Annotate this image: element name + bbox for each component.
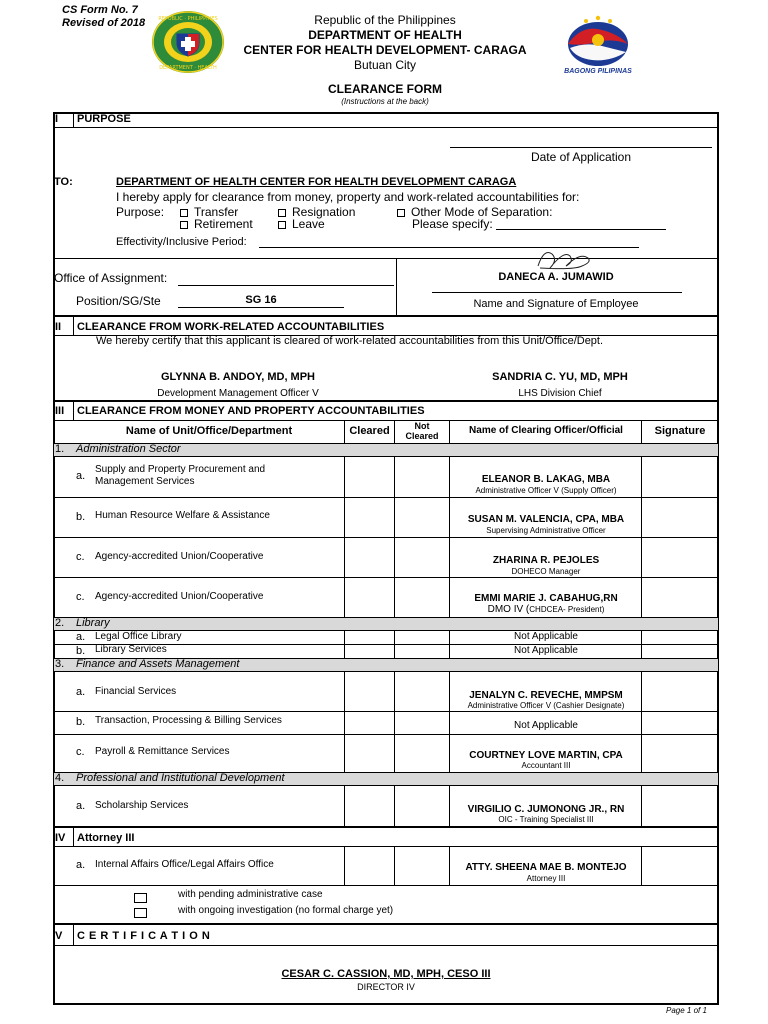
svg-text:DEPARTMENT · HEALTH: DEPARTMENT · HEALTH <box>159 65 217 71</box>
department-label: DEPARTMENT OF HEALTH <box>308 28 462 42</box>
office-line[interactable] <box>178 285 394 286</box>
resignation-checkbox[interactable] <box>278 209 286 217</box>
col-signature-header: Signature <box>654 425 706 437</box>
col-cleared-header: Cleared <box>349 425 390 437</box>
city-label: Butuan City <box>353 58 417 72</box>
section2-left-name: GLYNNA B. ANDOY, MD, MPH <box>160 371 315 383</box>
row-official-name: Not Applicable <box>514 720 578 731</box>
option-resignation[interactable]: Resignation <box>278 205 355 219</box>
sector-name: Administration Sector <box>76 443 181 455</box>
transfer-checkbox[interactable] <box>180 209 188 217</box>
specify-label: Please specify: <box>412 217 493 231</box>
section3-title: CLEARANCE FROM MONEY AND PROPERTY ACCOUNTABILITIES <box>77 405 425 417</box>
row-official-title: OIC - Training Specialist III <box>498 815 594 824</box>
option-leave[interactable]: Leave <box>278 217 325 231</box>
date-of-application-label: Date of Application <box>530 150 632 164</box>
option-other[interactable]: Other Mode of Separation: <box>397 205 552 219</box>
row-official-title: DMO IV (CHDCEA- President) <box>487 604 605 615</box>
row-letter: b. <box>76 716 86 728</box>
section2-certify-text: We hereby certify that this applicant is cleared of work-related accountabilities from this Unit/Office/Dept. <box>96 335 604 347</box>
section1-number: I <box>55 113 59 125</box>
row-unit: Scholarship Services <box>95 800 189 811</box>
row-official-name: VIRGILIO C. JUMONONG JR., RN <box>467 804 625 815</box>
row-official-name: ELEANOR B. LAKAG, MBA <box>481 474 611 485</box>
row-letter: b. <box>76 645 86 657</box>
row-official-name: JENALYN C. REVECHE, MMPSM <box>469 690 623 701</box>
sector-number: 2. <box>55 617 65 629</box>
republic-label: Republic of the Philippines <box>314 13 456 27</box>
row-letter: a. <box>76 859 86 871</box>
bagong-pilipinas-logo <box>562 12 634 72</box>
sector-name: Finance and Assets Management <box>76 658 240 670</box>
svg-text:REPUBLIC · PHILIPPINES: REPUBLIC · PHILIPPINES <box>158 16 218 22</box>
row-unit: Supply and Property Procurement and <box>95 464 266 475</box>
section3-number: III <box>55 405 65 417</box>
doh-seal-logo <box>151 10 225 74</box>
row-unit: Transaction, Processing & Billing Services <box>95 715 282 726</box>
ongoing-investigation-label: with ongoing investigation (no formal charge yet) <box>178 905 394 916</box>
option-retirement[interactable]: Retirement <box>180 217 253 231</box>
row-unit: Library Services <box>95 644 167 655</box>
specify-line[interactable] <box>496 229 666 230</box>
sector-row <box>54 617 718 631</box>
page-number: Page 1 of 1 <box>666 1006 707 1015</box>
row-official-name: EMMI MARIE J. CABAHUG,RN <box>474 593 618 604</box>
row-official-name: ZHARINA R. PEJOLES <box>492 555 600 566</box>
leave-checkbox[interactable] <box>278 221 286 229</box>
row-letter: a. <box>76 631 86 643</box>
row-unit: Human Resource Welfare & Assistance <box>95 510 270 521</box>
row-letter: a. <box>76 470 86 482</box>
bagong-pilipinas-text: BAGONG PILIPINAS <box>564 68 632 75</box>
apply-text: I hereby apply for clearance from money, property and work-related accountabilities for: <box>116 190 580 204</box>
row-official-title: Attorney III <box>526 874 566 883</box>
sector-name: Library <box>76 617 110 629</box>
row-official-name: SUSAN M. VALENCIA, CPA, MBA <box>467 514 625 525</box>
row-unit: Internal Affairs Office/Legal Affairs Office <box>95 859 274 870</box>
row-unit: Payroll & Remittance Services <box>95 746 230 757</box>
employee-signature-line[interactable] <box>432 292 682 293</box>
row-official-name: Not Applicable <box>514 631 578 642</box>
center-label: CENTER FOR HEALTH DEVELOPMENT- CARAGA <box>243 43 527 57</box>
to-label: TO: <box>54 176 73 188</box>
col-unit-header: Name of Unit/Office/Department <box>125 425 293 437</box>
sector-number: 3. <box>55 658 65 670</box>
row-letter: a. <box>76 686 86 698</box>
row-official-title: Administrative Officer V (Supply Officer) <box>475 486 617 495</box>
employee-signature <box>530 244 600 274</box>
form-revision: Revised of 2018 <box>62 17 146 29</box>
col-not-cleared-header-2: Cleared <box>405 431 439 441</box>
section2-left-title: Development Management Officer V <box>157 388 319 399</box>
section2-right-title: LHS Division Chief <box>518 388 602 399</box>
other-checkbox[interactable] <box>397 209 405 217</box>
sector-number: 4. <box>55 772 65 784</box>
purpose-label: Purpose: <box>116 205 165 219</box>
row-unit: Legal Office Library <box>95 631 182 642</box>
row-unit: Financial Services <box>95 686 177 697</box>
col-official-header: Name of Clearing Officer/Official <box>469 425 623 436</box>
section4-title: Attorney III <box>77 832 135 844</box>
form-title: CLEARANCE FORM <box>328 82 442 96</box>
row-letter: a. <box>76 800 86 812</box>
row-official-name: Not Applicable <box>514 645 578 656</box>
sector-name: Professional and Institutional Development <box>76 772 285 784</box>
to-value: DEPARTMENT OF HEALTH CENTER FOR HEALTH DEVELOPMENT CARAGA <box>116 176 517 188</box>
section2-number: II <box>55 321 62 333</box>
row-official-title: Administrative Officer V (Cashier Designate) <box>467 701 625 710</box>
retirement-checkbox[interactable] <box>180 221 188 229</box>
section5-title: C E R T I F I C A T I O N <box>77 930 211 942</box>
section2-right-name: SANDRIA C. YU, MD, MPH <box>492 371 628 383</box>
row-official-name: COURTNEY LOVE MARTIN, CPA <box>469 750 623 761</box>
pending-case-label: with pending administrative case <box>178 889 323 900</box>
office-label: Office of Assignment: <box>54 271 168 285</box>
col-not-cleared-header-1: Not <box>414 421 430 431</box>
row-letter: c. <box>76 591 85 603</box>
section5-number: V <box>55 930 63 942</box>
employee-caption: Name and Signature of Employee <box>473 298 639 310</box>
date-line[interactable] <box>450 147 712 148</box>
row-official-name: ATTY. SHEENA MAE B. MONTEJO <box>465 862 627 873</box>
director-title: DIRECTOR IV <box>357 982 415 992</box>
effectivity-label: Effectivity/Inclusive Period: <box>116 236 247 248</box>
row-letter: b. <box>76 511 86 523</box>
employee-name: DANECA A. JUMAWID <box>498 271 614 283</box>
row-unit: Agency-accredited Union/Cooperative <box>95 551 264 562</box>
row-official-title: Supervising Administrative Officer <box>486 526 606 535</box>
ongoing-investigation-checkbox[interactable] <box>134 908 147 918</box>
row-official-title: DOHECO Manager <box>511 567 581 576</box>
section1-title: PURPOSE <box>77 113 131 125</box>
form-number: CS Form No. 7 <box>62 4 138 16</box>
row-letter: c. <box>76 746 85 758</box>
row-letter: c. <box>76 551 85 563</box>
row-official-title: Accountant III <box>521 761 571 770</box>
section4-number: IV <box>55 832 66 844</box>
row-unit: Agency-accredited Union/Cooperative <box>95 591 264 602</box>
instructions-note: (Instructions at the back) <box>341 97 429 106</box>
section2-title: CLEARANCE FROM WORK-RELATED ACCOUNTABILITIES <box>77 321 385 333</box>
row-unit: Management Services <box>95 476 195 487</box>
position-label: Position/SG/Ste <box>76 294 161 308</box>
sector-number: 1. <box>55 443 65 455</box>
pending-case-checkbox[interactable] <box>134 893 147 903</box>
position-value: SG 16 <box>245 294 277 306</box>
option-transfer[interactable]: Transfer <box>180 205 238 219</box>
director-name: CESAR C. CASSION, MD, MPH, CESO III <box>281 968 491 980</box>
